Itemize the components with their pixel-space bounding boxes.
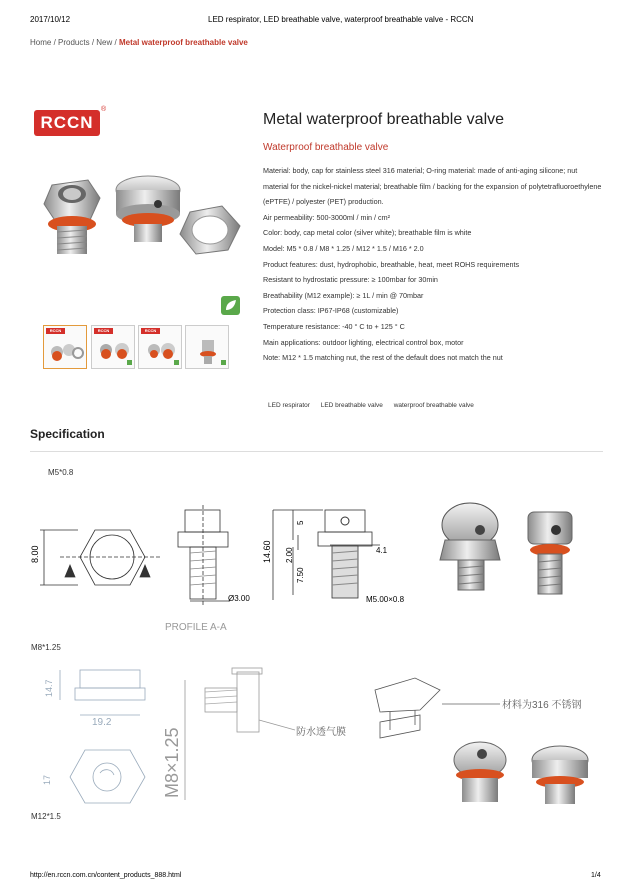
spec-item: Note: M12 * 1.5 matching nut, the rest of the default does not match the nut xyxy=(263,353,503,363)
m5-photos xyxy=(430,490,605,610)
thumb-logo: RCCN xyxy=(141,328,160,334)
spec-item: Protection class: IP67-IP68 (customizable) xyxy=(263,306,399,316)
m5-technical-drawing xyxy=(30,485,430,645)
tag-list xyxy=(268,402,483,409)
m8-photos xyxy=(360,660,610,810)
spec-item: Resistant to hydrostatic pressure: ≥ 100mbar for 30min xyxy=(263,275,438,285)
spec-item: Air permeability: 500-3000ml / min / cm² xyxy=(263,212,391,222)
m8-label: M8*1.25 xyxy=(31,643,61,652)
product-main-image[interactable] xyxy=(30,150,245,320)
brand-logo: RCCN xyxy=(34,110,100,136)
spec-item: Material: body, cap for stainless steel 316 material; O-ring material: made of anti-aging silicone; nut material for the nickel-nickel material; breathable film / backing for the expansion of polytetrafluoroethylene (ePTFE) / polyester (PET) production. xyxy=(263,166,602,207)
m12-label: M12*1.5 xyxy=(31,812,61,821)
breadcrumb-products[interactable]: Products xyxy=(58,38,90,47)
spec-item: Model: M5 * 0.8 / M8 * 1.25 / M12 * 1.5 / M16 * 2.0 xyxy=(263,243,424,253)
dim-19-2: 19.2 xyxy=(92,717,112,728)
specification-heading: Specification xyxy=(30,427,105,441)
product-subtitle: Waterproof breathable valve xyxy=(263,142,389,153)
dim-7-50: 7.50 xyxy=(296,567,305,583)
eco-leaf-icon xyxy=(221,296,240,315)
dim-m8-thread: M8×1.25 xyxy=(162,727,182,798)
thumbnail-2[interactable] xyxy=(91,325,135,369)
print-date: 2017/10/12 xyxy=(30,15,71,24)
breadcrumb-sep: / xyxy=(112,38,119,47)
page-number: 1/4 xyxy=(591,872,601,879)
profile-label: PROFILE A-A xyxy=(165,622,227,633)
dim-8: 8.00 xyxy=(30,545,40,563)
spec-item: Temperature resistance: -40 ° C to + 125 ° C xyxy=(263,321,405,331)
thumbnail-1[interactable] xyxy=(43,325,87,369)
spec-item: Breathability (M12 example): ≥ 1L / min @ 70mbar xyxy=(263,290,424,300)
breadcrumb-news[interactable]: New xyxy=(96,38,113,47)
dim-thread: M5.00×0.8 xyxy=(366,595,405,604)
dim-phi: Ø3.00 xyxy=(228,594,250,603)
brand-registered-mark: ® xyxy=(101,106,107,113)
breathable-film-label: 防水透气膜 xyxy=(296,727,346,738)
dim-4-1: 4.1 xyxy=(376,546,388,555)
dim-14-60: 14.60 xyxy=(262,540,272,563)
dim-17: 17 xyxy=(42,774,52,785)
thumbnail-4[interactable] xyxy=(185,325,229,369)
thumb-logo: RCCN xyxy=(94,328,113,334)
dim-2: 2.00 xyxy=(285,547,294,563)
spec-item: Product features: dust, hydrophobic, breathable, heat, meet ROHS requirements xyxy=(263,259,520,269)
thumbnail-3[interactable] xyxy=(138,325,182,369)
valve-left xyxy=(44,180,100,254)
m8-drawing-left xyxy=(30,655,150,805)
print-title: LED respirator, LED breathable valve, waterproof breathable valve - RCCN xyxy=(208,15,474,24)
tag-link[interactable]: LED breathable valve xyxy=(320,402,383,409)
breadcrumb-sep: / xyxy=(89,38,97,47)
breadcrumb-current: Metal waterproof breathable valve xyxy=(118,38,248,47)
thumb-logo: RCCN xyxy=(46,328,65,334)
tag-link[interactable]: LED respirator xyxy=(268,402,310,409)
valve-middle xyxy=(116,176,180,242)
dim-14-7: 14.7 xyxy=(44,679,54,697)
divider xyxy=(30,451,603,452)
m8-drawing-mid xyxy=(160,660,370,800)
footer-url[interactable]: http://en.rccn.com.cn/content_products_888.html xyxy=(30,872,182,879)
material-label: 材料为316 不锈钢 xyxy=(502,700,582,711)
breadcrumb xyxy=(30,38,248,47)
product-title: Metal waterproof breathable valve xyxy=(263,111,505,128)
spec-item: Main applications: outdoor lighting, electrical control box, motor xyxy=(263,337,464,347)
tag-link[interactable]: waterproof breathable valve xyxy=(393,402,474,409)
spec-list xyxy=(263,163,603,366)
dim-5: 5 xyxy=(296,520,305,525)
breadcrumb-home[interactable]: Home xyxy=(30,38,52,47)
spec-item: Color: body, cap metal color (silver white); breathable film is white xyxy=(263,228,472,238)
m5-label: M5*0.8 xyxy=(48,468,74,477)
breadcrumb-sep: / xyxy=(51,38,59,47)
hex-nut xyxy=(180,206,240,254)
